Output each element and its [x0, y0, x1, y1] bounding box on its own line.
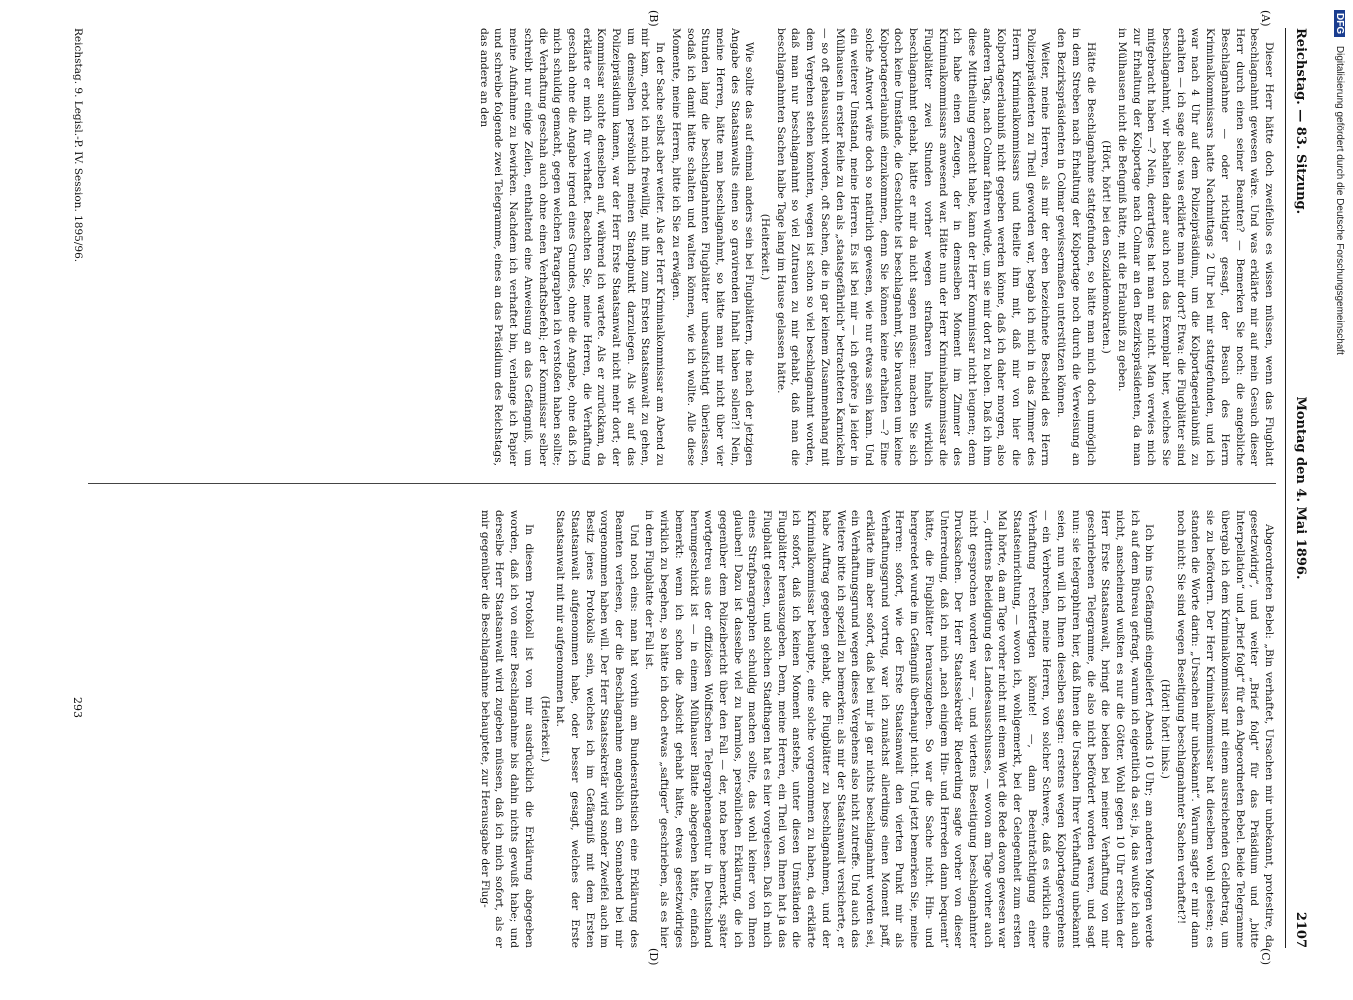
digitization-credit: Digitalisierung gefördert durch die Deutsche Forschungsgemeinschaft	[1334, 45, 1345, 355]
margin-marker-b: (B)	[647, 10, 660, 27]
paragraph: In diesem Protokoll ist von mir ausdrücklich die Erklärung abgegeben worden, daß ich von einer Beschlagnahme bis dahin nichts gewußt habe; und derselbe Herr Staatsanwalt wird zugeben müssen, daß ich mich sofort, als er mir gegenüber die Beschlagnahme behauptete, zur Herausgabe der Flug-	[478, 510, 535, 948]
header-rule	[1285, 28, 1286, 948]
paragraph: Abgeordneten Bebel: „Bin verhaftet, Ursachen mir unbekannt, protestire, da gesetzwidrig“, und weiter „Brief folgt“ für das Präsidium und „bitte Interpellation“ und „Brief folgt“ für den Abgeordneten Bebel. Beide Telegramme übergab ich dem Kriminalkommissar mit einem ausreichenden Geldbetrag, um sie zu befördern. Der Herr Kriminalkommissar hat dieselben wohl gelesen; es standen die Worte darin: „Ursachen mir unbekannt“. Warum sagte er mir dann noch nicht: Sie sind wegen Beseitigung beschlagnahmter Sachen verhaftet?!	[1174, 510, 1275, 948]
margin-marker-a: (A)	[1259, 10, 1272, 27]
header-date: Montag den 4. Mai 1896.	[1293, 396, 1308, 580]
paragraph: Weiter, meine Herren, als mir der eben bezeichnete Bescheid des Herrn Polizeipräsidenten zu Theil geworden war, begab ich mich in das Zimmer des Herrn Kriminalkommissars und theilte ihm mit, daß mir von hier die Kolportageerlaubniß nicht gegeben werden könne, daß ich daher morgen, also anderen Tags, nach Colmar fahren würde, um sie mir dort zu holen. Daß ich ihm diese Mittheilung gemacht habe, kann der Herr Kommissar nicht leugnen; denn ich habe einen Zeugen, der in demselben Moment im Zimmer des Kriminalkommissars anwesend war. Hätte nun der Herr Kriminalkommissar die Flugblätter zwei Stunden vorher wegen strafbaren Inhalts wirklich beschlagnahmt gehabt, hätte er mir da nicht sagen müssen: machen Sie sich doch keine Umstände, die Geschichte ist beschlagnahmt, Sie brauchen um keine Kolportageerlaubniß einzukommen, denn Sie können keine erhalten —? Eine solche Antwort wäre doch so natürlich gewesen, wie nur etwas sein kann. Und ein weiterer Umstand, meine Herren. Es ist bei mir — ich gehöre ja leider in Mülhausen in erster Reihe zu den als „staatsgefährlich“ betrachteten Karnickeln — so oft gehaussucht worden, oft Sachen, die in gar keinem Zusammenhang mit dem Vergehen stehen konnten, wegen ist schon so viel beschlagnahmt worden, daß man nur beschlagnahmt so viel Zutrauen zu mir gehabt, daß man die beschlagnahmten Sachen halbe Tage lang im Hause gelassen hätte.	[774, 28, 1052, 466]
margin-marker-c: (C)	[1259, 948, 1272, 965]
page-header	[1286, 28, 1312, 948]
left-column	[88, 28, 1276, 466]
interjection: (Hört, hört! bei den Sozialdemokraten.)	[1100, 140, 1113, 354]
paragraph: Dieser Herr hätte doch zweifellos es wissen müssen, wenn das Flugblatt beschlagnahmt gewesen wäre. Und was erklärte mir auf mein Gesuch dieser Herr durch einen seiner Beamten? — Bemerken Sie noch: die angebliche Beschlagnahme — oder richtiger gesagt, der Besuch des Herrn Kriminalkommissars hatte Nachmittags 2 Uhr bei mir stattgefunden, und ich war nach 4 Uhr auf dem Polizeipräsidium, um die Kolportageerlaubniß zu erhalten — ich sage also: was erklärte man mir dort? Etwa: die Flugblätter sind beschlagnahmt, wir behalten daher auch noch das Exemplar hier, welches Sie mitgebracht haben —? Nein, derartiges hat man mir nicht. Man verwies mich zur Erhaltung der Kolportage nach Colmar an den Bezirkspräsidenten, da man in Mülhausen nicht die Befugniß hätte, mit die Erlaubniß zu geben.	[1115, 28, 1275, 466]
bottom-page-number: 293	[71, 697, 84, 718]
digitization-sidebar	[1325, 10, 1349, 1000]
margin-marker-d: (D)	[647, 948, 660, 966]
paragraph: Wie sollte das auf einmal anders sein bei Flugblättern, die nach der jetzigen Angabe des Staatsanwalts einen so gravirenden Inhalt haben sollen?! Nein, meine Herren, hätte man beschlagnahmt, so hätte man mir nicht über vier Stunden lang die beschlagnahmten Flugblätter unbeaufsichtigt überlassen, sodaß ich damit hätte schalten und walten können, wie ich wollte. Alle diese Momente, meine Herren, bitte ich Sie zu erwägen.	[669, 28, 756, 466]
rotated-page	[30, 10, 1320, 966]
header-left: Reichstag. — 83. Sitzung.	[1293, 28, 1308, 215]
column-divider	[88, 483, 1276, 484]
interjection: (Heiterkeit.)	[759, 213, 772, 281]
paragraph: In der Sache selbst aber weiter. Als der Herr Kriminalkommissar am Abend zu mir kam, erbot ich mich freiwillig, mit ihm zum Ersten Staatsanwalt zu gehen, um demselben persönlich meinen Standpunkt darzulegen. Als wir auf das Polizeipräsidium kamen, war der Herr Erste Staatsanwalt nicht mehr dort; der Kommissar suchte denselben auf, während ich wartete. Als er zurückkam, da erklärte er mich für verhaftet. Beachten Sie, meine Herren, die Verhaftung geschah ohne die Angabe irgend eines Grundes, ohne die Angabe, ohne daß ich mich schuldig gemacht, gegen welchen Paragraphen ich verstoßen haben sollte; die Verhaftung geschah auch ohne einen Verhaftsbefehl; der Kommissar selber schreibt nur einige Zeilen, enthaltend eine Anweisung an das Gefängniß, um meine Aufnahme zu bewirken. Nachdem ich verhaftet bin, verlange ich Papier und schreibe folgende zwei Telegramme, eines an das Präsidium des Reichstags, das andere an den	[477, 28, 667, 466]
header-page-number: 2107	[1293, 911, 1308, 948]
paragraph: Hätte die Beschlagnahme stattgefunden, so hätte man mich doch unmöglich in dem Streben nach Erhaltung der Kolportage noch durch die Verweisung an den Bezirkspräsidenten in Colmar gewissermaßen unterstützen können.	[1055, 28, 1097, 466]
paragraph: Ich bin ins Gefängniß eingeliefert Abends 10 Uhr; am anderen Morgen werde ich auf dem Büreau gefragt, warum ich eigentlich da sei; ja, das wußte ich auch nicht, anscheinend wußten es nur die Götter. Wohl gegen 10 Uhr erschien der Herr Erste Staatsanwalt, bringt die beiden bei meiner Verhaftung von mir geschriebenen Telegramme, die also nicht befördert worden waren, und sagt nun: sie telegraphiren hier, daß Ihnen die Ursachen Ihrer Verhaftung unbekannt seien, nun will ich Ihnen dieselben sagen: erstens wegen Kolportagevergehens — ein Verbrechen, meine Herren, von solcher Schwere, daß es wirklich eine Verhaftung rechtfertigen könnte! —, dann Beeinträchtigung einer Staatseinrichtung, — wovon ich, wohlgemerkt, bei der Gelegenheit zum ersten Mal hörte, da am Tage vorher nicht mit einem Wort die Rede davon gewesen war —, drittens Beleidigung des Landesausschusses, — wovon am Tage vorher auch nicht gesprochen worden war —, und viertens Beseitigung beschlagnahmter Drucksachen. Der Herr Staatssekretär Riederding sagte vorher von dieser Unterredung, daß ich mich „nach einigem Hin- und Herreden dann bequemt“ hätte, die Flugblätter herauszugeben. So war die Sache nicht. Hin- und hergeredet wurde im Gefängniß überhaupt nicht. Und jetzt bemerken Sie, meine Herren: sofort, wie der Erste Staatsanwalt den vierten Punkt mir als Verhaftungsgrund vortrug, war ich zunächst allerdings einen Moment paff, erklärte ihm aber sofort, daß bei mir ja gar nichts beschlagnahmt worden sei, ein Verhaftungsgrund wegen dieses Vergehens also nicht zutreffe. Und auch das Weitere bitte ich speziell zu bemerken: als mir der Staatsanwalt versicherte, er habe Auftrag gegeben gehabt, die Flugblätter zu beschlagnahmen, und der Kriminalkommissar behaupte, eine solche vorgenommen zu haben, da erklärte ich sofort, daß ich keinen Moment anstehe, unter diesen Umständen die Flugblätter herauszugeben. Denn, meine Herren, ein Theil von Ihnen hat ja das Flugblatt gelesen, und solchen Stadthagen hat es hier vorgelesen. Daß ich mich eines Strafparagraphen schuldig machen sollte, das wohl keiner von Ihnen glauben! Dazu ist dasselbe viel zu harmlos, persönlichen Erklärung, die ich gegenüber dem Polizeibericht über den Fall — der, nota bene bemerkt, später wortgetreu aus der offiziösen Wolffschen Telegraphenagentur in Deutschland herumgeschickt ist — in einem Mülhauser Blatte abgegeben hätte, einfach bemerkt: wenn ich schon die Absicht gehabt hätte, etwas gesetzwidriges wirklich zu begehen, so hätte ich doch etwas „saftiger“ geschrieben, als es hier in dem Flugblatte der Fall ist.	[643, 510, 1156, 948]
page-footer: Reichstag. 9. Legisl.-P. IV. Session. 1895/96.	[72, 28, 84, 263]
right-column	[88, 510, 1276, 948]
interjection: (Hört! hört! links.)	[1159, 679, 1172, 779]
dfg-logo: DFG	[1334, 10, 1345, 37]
interjection: (Heiterkeit.)	[538, 695, 551, 763]
paragraph: Und noch eins: man hat vorhin am Bundesrathstisch eine Erklärung des Beamten verlesen, der die Beschlagnahme angeblich am Sonnabend bei mir vorgenommen haben will. Der Herr Staatssekretär wird sonder Zweifel auch im Besitz jenes Protokolls sein, welches ich im Gefängniß mit dem Ersten Staatsanwalt aufgenommen habe, oder besser gesagt, welches der Erste Staatsanwalt mit mir aufgenommen hat.	[554, 510, 640, 948]
